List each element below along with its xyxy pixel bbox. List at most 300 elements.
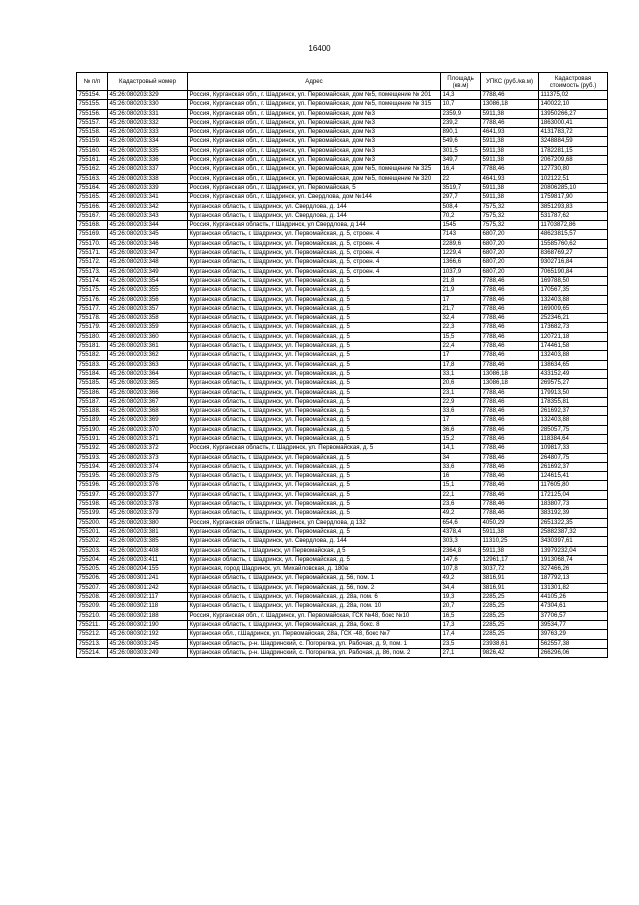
address-cell: Россия, Курганская область, г. Шадринск, ул. Первомайская, д. 5 [188,444,441,453]
upks-cell: 23938,61 [481,639,539,648]
row-number-cell: 755178. [77,314,108,323]
area-cell: 23,6 [441,500,481,509]
row-number-cell: 755162. [77,165,108,174]
area-cell: 16 [441,472,481,481]
cadastral-value-cell: 433152,49 [539,369,608,378]
address-cell: Курганская область, г. Шадринск, ул. Первомайская, д. 56, пом. 2 [188,583,441,592]
area-cell: 15,1 [441,481,481,490]
cadastral-value-cell: 8368769,27 [539,249,608,258]
cadastral-number-cell: 45:26:080203:379 [108,509,188,518]
upks-cell: 4050,29 [481,518,539,527]
address-cell: Курганская область, г. Шадринск, ул. Первомайская, д. 5 [188,462,441,471]
row-number-cell: 755186. [77,388,108,397]
row-number-cell: 755205. [77,565,108,574]
area-cell: 2289,6 [441,239,481,248]
upks-cell: 11310,25 [481,537,539,546]
cadastral-number-cell: 45:26:080203:359 [108,323,188,332]
row-number-cell: 755203. [77,546,108,555]
upks-cell: 6807,20 [481,258,539,267]
table-row [77,462,608,471]
area-cell: 32,4 [441,314,481,323]
cadastral-value-cell: 264807,75 [539,453,608,462]
cadastral-number-cell: 45:26:080203:342 [108,202,188,211]
table-row [77,639,608,648]
address-cell: Россия, Курганская обл., г. Шадринск, ул. Первомайская, дом №5, помещение № 325 [188,165,441,174]
upks-cell: 7788,46 [481,360,539,369]
table-row [77,500,608,509]
table-row [77,388,608,397]
cadastral-value-cell: 138634,65 [539,360,608,369]
upks-cell: 5911,38 [481,146,539,155]
table-row [77,202,608,211]
cadastral-number-cell: 45:26:080203:411 [108,555,188,564]
table-row [77,472,608,481]
area-cell: 34 [441,453,481,462]
cadastral-value-cell: 2067209,68 [539,156,608,165]
cadastral-value-cell: 169009,65 [539,304,608,313]
table-row [77,630,608,639]
address-cell: Курганская, город Шадринск, ул. Михайловская, д. 180а [188,565,441,574]
address-cell: Курганская обл., г.Шадринск, ул. Первомайская, 28а, ГСК -48, бокс №7 [188,630,441,639]
row-number-cell: 755174. [77,276,108,285]
table-row [77,276,608,285]
cadastral-number-cell: 45:26:080203:341 [108,193,188,202]
row-number-cell: 755177. [77,304,108,313]
cadastral-number-cell: 45:26:080203:370 [108,425,188,434]
table-row [77,369,608,378]
table-row [77,211,608,220]
cadastral-value-cell: 173682,73 [539,323,608,332]
cadastral-value-cell: 39763,29 [539,630,608,639]
upks-cell: 7788,46 [481,165,539,174]
address-cell: Россия, Курганская область, г Шадринск, ул Свердлова, д 132 [188,518,441,527]
cadastral-number-cell: 45:26:080203:345 [108,230,188,239]
area-cell: 2364,8 [441,546,481,555]
table-row [77,286,608,295]
cadastral-value-cell: 117605,80 [539,481,608,490]
cadastral-value-cell: 132403,88 [539,351,608,360]
address-cell: Курганская область, г. Шадринск, ул. Первомайская, д. 5 [188,276,441,285]
table-row [77,360,608,369]
address-cell: Курганская область, г. Шадринск, ул. Первомайская, д. 5, строен. 4 [188,230,441,239]
header-upks: УПКС (руб./кв.м) [481,73,539,91]
address-cell: Курганская область, р-н. Шадринский, с. Погорелка, ул. Рабочая, д. 9, пом. 1 [188,639,441,648]
cadastral-number-cell: 45:26:080203:385 [108,537,188,546]
upks-cell: 5911,38 [481,546,539,555]
row-number-cell: 755196. [77,481,108,490]
upks-cell: 13086,18 [481,379,539,388]
address-cell: Россия, Курганская обл., г. Шадринск, ул. Первомайская, ГСК №48, бокс №10 [188,611,441,620]
row-number-cell: 755207. [77,583,108,592]
table-header-row [77,73,608,91]
cadastral-value-cell: 169788,50 [539,276,608,285]
cadastral-value-cell: 269575,27 [539,379,608,388]
address-cell: Курганская область, г. Шадринск, ул. Первомайская, д. 5 [188,304,441,313]
address-cell: Россия, Курганская обл., г. Шадринск, ул. Первомайская, дом №3 [188,137,441,146]
cadastral-value-cell: 4131783,72 [539,128,608,137]
area-cell: 22 [441,174,481,183]
address-cell: Курганская область, г. Шадринск, ул. Первомайская, д. 5 [188,286,441,295]
row-number-cell: 755172. [77,258,108,267]
area-cell: 14,1 [441,444,481,453]
cadastral-number-cell: 45:26:080203:335 [108,146,188,155]
row-number-cell: 755189. [77,416,108,425]
table-row [77,239,608,248]
table-body [77,91,608,658]
cadastral-value-cell: 132403,88 [539,295,608,304]
table-row [77,351,608,360]
upks-cell: 2285,25 [481,593,539,602]
row-number-cell: 755175. [77,286,108,295]
address-cell: Россия, Курганская обл., г. Шадринск, ул. Первомайская, дом №3 [188,118,441,127]
cadastral-number-cell: 45:26:080302:117 [108,593,188,602]
table-row [77,537,608,546]
cadastral-number-cell: 45:26:080203:337 [108,165,188,174]
row-number-cell: 755182. [77,351,108,360]
area-cell: 301,5 [441,146,481,155]
cadastral-number-cell: 45:26:080203:357 [108,304,188,313]
header-address: Адрес [188,73,441,91]
header-area: Площадь (кв.м) [441,73,481,91]
table-row [77,304,608,313]
table-row [77,156,608,165]
area-cell: 890,1 [441,128,481,137]
row-number-cell: 755209. [77,602,108,611]
upks-cell: 5911,38 [481,527,539,536]
row-number-cell: 755164. [77,183,108,192]
address-cell: Курганская область, г. Шадринск, ул. Первомайская, д. 28а, бокс. 8 [188,620,441,629]
cadastral-value-cell: 20806285,10 [539,183,608,192]
area-cell: 1545 [441,221,481,230]
area-cell: 20,6 [441,379,481,388]
address-cell: Курганская область, г. Шадринск, ул. Первомайская, д. 5 [188,379,441,388]
address-cell: Курганская область, г. Шадринск, ул. Первомайская, д. 5 [188,490,441,499]
upks-cell: 9826,42 [481,648,539,657]
address-cell: Россия, Курганская обл., г. Шадринск, ул. Свердлова, дом №144 [188,193,441,202]
area-cell: 33,6 [441,407,481,416]
address-cell: Россия, Курганская обл., г. Шадринск, ул. Первомайская, 5 [188,183,441,192]
address-cell: Курганская область, г. Шадринск, ул. Первомайская, д. 5 [188,295,441,304]
area-cell: 49,2 [441,509,481,518]
upks-cell: 7575,32 [481,202,539,211]
upks-cell: 7788,46 [481,118,539,127]
area-cell: 21,7 [441,304,481,313]
row-number-cell: 755157. [77,118,108,127]
cadastral-value-cell: 261692,37 [539,407,608,416]
area-cell: 23,1 [441,388,481,397]
table-row [77,593,608,602]
cadastral-number-cell: 45:26:080203:362 [108,351,188,360]
cadastral-number-cell: 45:26:080203:333 [108,128,188,137]
upks-cell: 2285,25 [481,602,539,611]
address-cell: Курганская область, г. Шадринск, ул. Первомайская, д. 5 [188,527,441,536]
area-cell: 34,4 [441,583,481,592]
area-cell: 22,1 [441,490,481,499]
row-number-cell: 755210. [77,611,108,620]
cadastral-number-cell: 45:26:080301:242 [108,583,188,592]
table-row [77,91,608,100]
cadastral-number-cell: 45:26:080203:361 [108,342,188,351]
upks-cell: 7788,46 [481,425,539,434]
upks-cell: 7788,46 [481,490,539,499]
cadastral-number-cell: 45:26:080203:372 [108,444,188,453]
address-cell: Курганская область, г. Шадринск, ул. Первомайская, д. 5 [188,369,441,378]
cadastral-number-cell: 45:26:080203:368 [108,407,188,416]
area-cell: 7143 [441,230,481,239]
upks-cell: 5911,38 [481,193,539,202]
upks-cell: 7788,46 [481,388,539,397]
table-row [77,342,608,351]
cadastral-value-cell: 179913,50 [539,388,608,397]
address-cell: Курганская область, г. Шадринск, ул. Первомайская, д. 5 [188,425,441,434]
cadastral-value-cell: 102122,51 [539,174,608,183]
address-cell: Курганская область, г. Шадринск, ул. Первомайская, д. 5 [188,342,441,351]
table-row [77,518,608,527]
table-row [77,146,608,155]
address-cell: Россия, Курганская обл., г. Шадринск, ул. Первомайская, дом №3 [188,156,441,165]
area-cell: 22,9 [441,397,481,406]
table-row [77,620,608,629]
row-number-cell: 755201. [77,527,108,536]
cadastral-value-cell: 44105,26 [539,593,608,602]
upks-cell: 5911,38 [481,183,539,192]
cadastral-value-cell: 11703872,86 [539,221,608,230]
table-row [77,416,608,425]
row-number-cell: 755195. [77,472,108,481]
cadastral-value-cell: 383192,39 [539,509,608,518]
cadastral-value-cell: 7065190,84 [539,267,608,276]
address-cell: Курганская область, г. Шадринск, ул. Первомайская, д. 5 [188,481,441,490]
address-cell: Курганская область, г. Шадринск, ул. Первомайская, д. 5 [188,323,441,332]
address-cell: Курганская область, г. Шадринск, ул. Первомайская, д. 5 [188,314,441,323]
area-cell: 2359,9 [441,109,481,118]
cadastral-number-cell: 45:26:080203:330 [108,100,188,109]
cadastral-number-cell: 45:26:080203:360 [108,332,188,341]
area-cell: 49,2 [441,574,481,583]
cadastral-number-cell: 45:26:080302:188 [108,611,188,620]
cadastral-number-cell: 45:26:080203:355 [108,286,188,295]
area-cell: 23,5 [441,639,481,648]
upks-cell: 7788,46 [481,472,539,481]
row-number-cell: 755194. [77,462,108,471]
cadastral-number-cell: 45:26:080203:367 [108,397,188,406]
area-cell: 17,4 [441,630,481,639]
upks-cell: 7788,46 [481,462,539,471]
cadastral-number-cell: 45:26:080203:369 [108,416,188,425]
cadastral-number-cell: 45:26:080302:192 [108,630,188,639]
row-number-cell: 755183. [77,360,108,369]
table-row [77,509,608,518]
cadastral-value-cell: 562557,38 [539,639,608,648]
row-number-cell: 755155. [77,100,108,109]
upks-cell: 7788,46 [481,304,539,313]
table-row [77,555,608,564]
table-row [77,583,608,592]
row-number-cell: 755193. [77,453,108,462]
cadastral-value-cell: 48623815,57 [539,230,608,239]
upks-cell: 7575,32 [481,211,539,220]
cadastral-value-cell: 178355,81 [539,397,608,406]
cadastral-number-cell: 45:26:080203:338 [108,174,188,183]
row-number-cell: 755202. [77,537,108,546]
row-number-cell: 755169. [77,230,108,239]
area-cell: 16,5 [441,611,481,620]
row-number-cell: 755179. [77,323,108,332]
area-cell: 33,6 [441,462,481,471]
cadastral-value-cell: 1863000,41 [539,118,608,127]
address-cell: Курганская область, г. Шадринск, ул. Первомайская, д. 5 [188,407,441,416]
address-cell: Курганская область, г. Шадринск, ул. Первомайская, д. 28а, пом. 6 [188,593,441,602]
cadastral-value-cell: 13950266,27 [539,109,608,118]
cadastral-value-cell: 2651322,35 [539,518,608,527]
cadastral-value-cell: 118384,64 [539,434,608,443]
address-cell: Курганская область, г. Шадринск, ул. Первомайская, д. 5 [188,360,441,369]
upks-cell: 7788,46 [481,295,539,304]
table-row [77,444,608,453]
cadastral-value-cell: 47304,61 [539,602,608,611]
table-row [77,258,608,267]
cadastral-number-cell: 45:26:080203:346 [108,239,188,248]
address-cell: Курганская область, г. Шадринск, ул. Первомайская, д. 5 [188,397,441,406]
upks-cell: 5911,38 [481,137,539,146]
address-cell: Россия, Курганская обл., г. Шадринск, ул. Первомайская, дом №5, помещение № 201 [188,91,441,100]
row-number-cell: 755154. [77,91,108,100]
table-row [77,267,608,276]
area-cell: 17,3 [441,620,481,629]
address-cell: Россия, Курганская область, г Шадринск, ул Свердлова, д 144 [188,221,441,230]
upks-cell: 3037,72 [481,565,539,574]
cadastral-number-cell: 45:26:080203:347 [108,249,188,258]
area-cell: 17 [441,295,481,304]
cadastral-value-cell: 327466,26 [539,565,608,574]
upks-cell: 2285,25 [481,630,539,639]
row-number-cell: 755213. [77,639,108,648]
address-cell: Курганская область, г. Шадринск, ул. Первомайская, д. 56, пом. 1 [188,574,441,583]
table-row [77,323,608,332]
cadastral-value-cell: 170567,35 [539,286,608,295]
table-row [77,230,608,239]
row-number-cell: 755200. [77,518,108,527]
upks-cell: 7788,46 [481,276,539,285]
upks-cell: 3816,91 [481,574,539,583]
cadastral-number-cell: 45:26:080203:354 [108,276,188,285]
area-cell: 27,1 [441,648,481,657]
upks-cell: 6807,20 [481,267,539,276]
cadastral-number-cell: 45:26:080203:329 [108,91,188,100]
area-cell: 20,7 [441,602,481,611]
area-cell: 14,3 [441,91,481,100]
row-number-cell: 755192. [77,444,108,453]
address-cell: Курганская область, г. Шадринск, ул. Первомайская, д. 5 [188,509,441,518]
table-row [77,574,608,583]
cadastral-value-cell: 183807,73 [539,500,608,509]
row-number-cell: 755208. [77,593,108,602]
table-row [77,193,608,202]
cadastral-number-cell: 45:26:080204:155 [108,565,188,574]
table-row [77,527,608,536]
cadastral-value-cell: 1759817,90 [539,193,608,202]
address-cell: Курганская область, г. Шадринск, ул. Первомайская, д. 5 [188,453,441,462]
area-cell: 303,3 [441,537,481,546]
cadastral-number-cell: 45:26:080203:376 [108,481,188,490]
row-number-cell: 755197. [77,490,108,499]
upks-cell: 6807,20 [481,249,539,258]
upks-cell: 13086,18 [481,369,539,378]
row-number-cell: 755185. [77,379,108,388]
upks-cell: 7788,46 [481,91,539,100]
upks-cell: 6807,20 [481,230,539,239]
table-row [77,314,608,323]
cadastral-value-cell: 132403,88 [539,416,608,425]
header-cadastral-value: Кадастровая стоимость (руб.) [539,73,608,91]
upks-cell: 3816,91 [481,583,539,592]
row-number-cell: 755190. [77,425,108,434]
cadastral-number-cell: 45:26:080203:339 [108,183,188,192]
cadastral-value-cell: 3430397,61 [539,537,608,546]
row-number-cell: 755161. [77,156,108,165]
row-number-cell: 755170. [77,239,108,248]
area-cell: 10,7 [441,100,481,109]
table-row [77,648,608,657]
table-row [77,137,608,146]
area-cell: 3519,7 [441,183,481,192]
area-cell: 1037,9 [441,267,481,276]
table-row [77,109,608,118]
row-number-cell: 755168. [77,221,108,230]
cadastral-number-cell: 45:26:080203:371 [108,434,188,443]
upks-cell: 7788,46 [481,351,539,360]
address-cell: Курганская область, р-н. Шадринский, с. Погорелка, ул. Рабочая, д. 86, пом. 2 [188,648,441,657]
cadastral-value-table [76,72,608,658]
address-cell: Россия, Курганская обл., г. Шадринск, ул. Первомайская, дом №5, помещение № 320 [188,174,441,183]
row-number-cell: 755165. [77,193,108,202]
cadastral-value-cell: 266296,06 [539,648,608,657]
address-cell: Курганская область, г. Шадринск, ул. Первомайская, д. 5 [188,500,441,509]
address-cell: Курганская область, г. Шадринск, ул. Первомайская, д. 28а, пом. 10 [188,602,441,611]
cadastral-number-cell: 45:26:080203:349 [108,267,188,276]
row-number-cell: 755191. [77,434,108,443]
row-number-cell: 755204. [77,555,108,564]
area-cell: 239,2 [441,118,481,127]
upks-cell: 7788,46 [481,453,539,462]
page-number: 16400 [308,44,331,53]
address-cell: Россия, Курганская обл., г. Шадринск, ул. Первомайская, дом №5, помещение № 315 [188,100,441,109]
table-row [77,128,608,137]
cadastral-number-cell: 45:26:080203:380 [108,518,188,527]
table-row [77,332,608,341]
table-row [77,118,608,127]
upks-cell: 7788,46 [481,342,539,351]
upks-cell: 7788,46 [481,407,539,416]
area-cell: 17 [441,416,481,425]
table-row [77,165,608,174]
upks-cell: 7788,46 [481,323,539,332]
upks-cell: 2285,25 [481,611,539,620]
address-cell: Курганская область, г. Шадринск, ул. Первомайская, д. 5 [188,388,441,397]
area-cell: 15,2 [441,434,481,443]
upks-cell: 7788,46 [481,397,539,406]
area-cell: 17 [441,351,481,360]
cadastral-value-cell: 252346,21 [539,314,608,323]
table-row [77,183,608,192]
upks-cell: 5911,38 [481,109,539,118]
cadastral-value-cell: 285057,75 [539,425,608,434]
cadastral-value-cell: 131301,82 [539,583,608,592]
row-number-cell: 755212. [77,630,108,639]
table-row [77,174,608,183]
cadastral-number-cell: 45:26:080203:373 [108,453,188,462]
cadastral-value-cell: 25882387,32 [539,527,608,536]
